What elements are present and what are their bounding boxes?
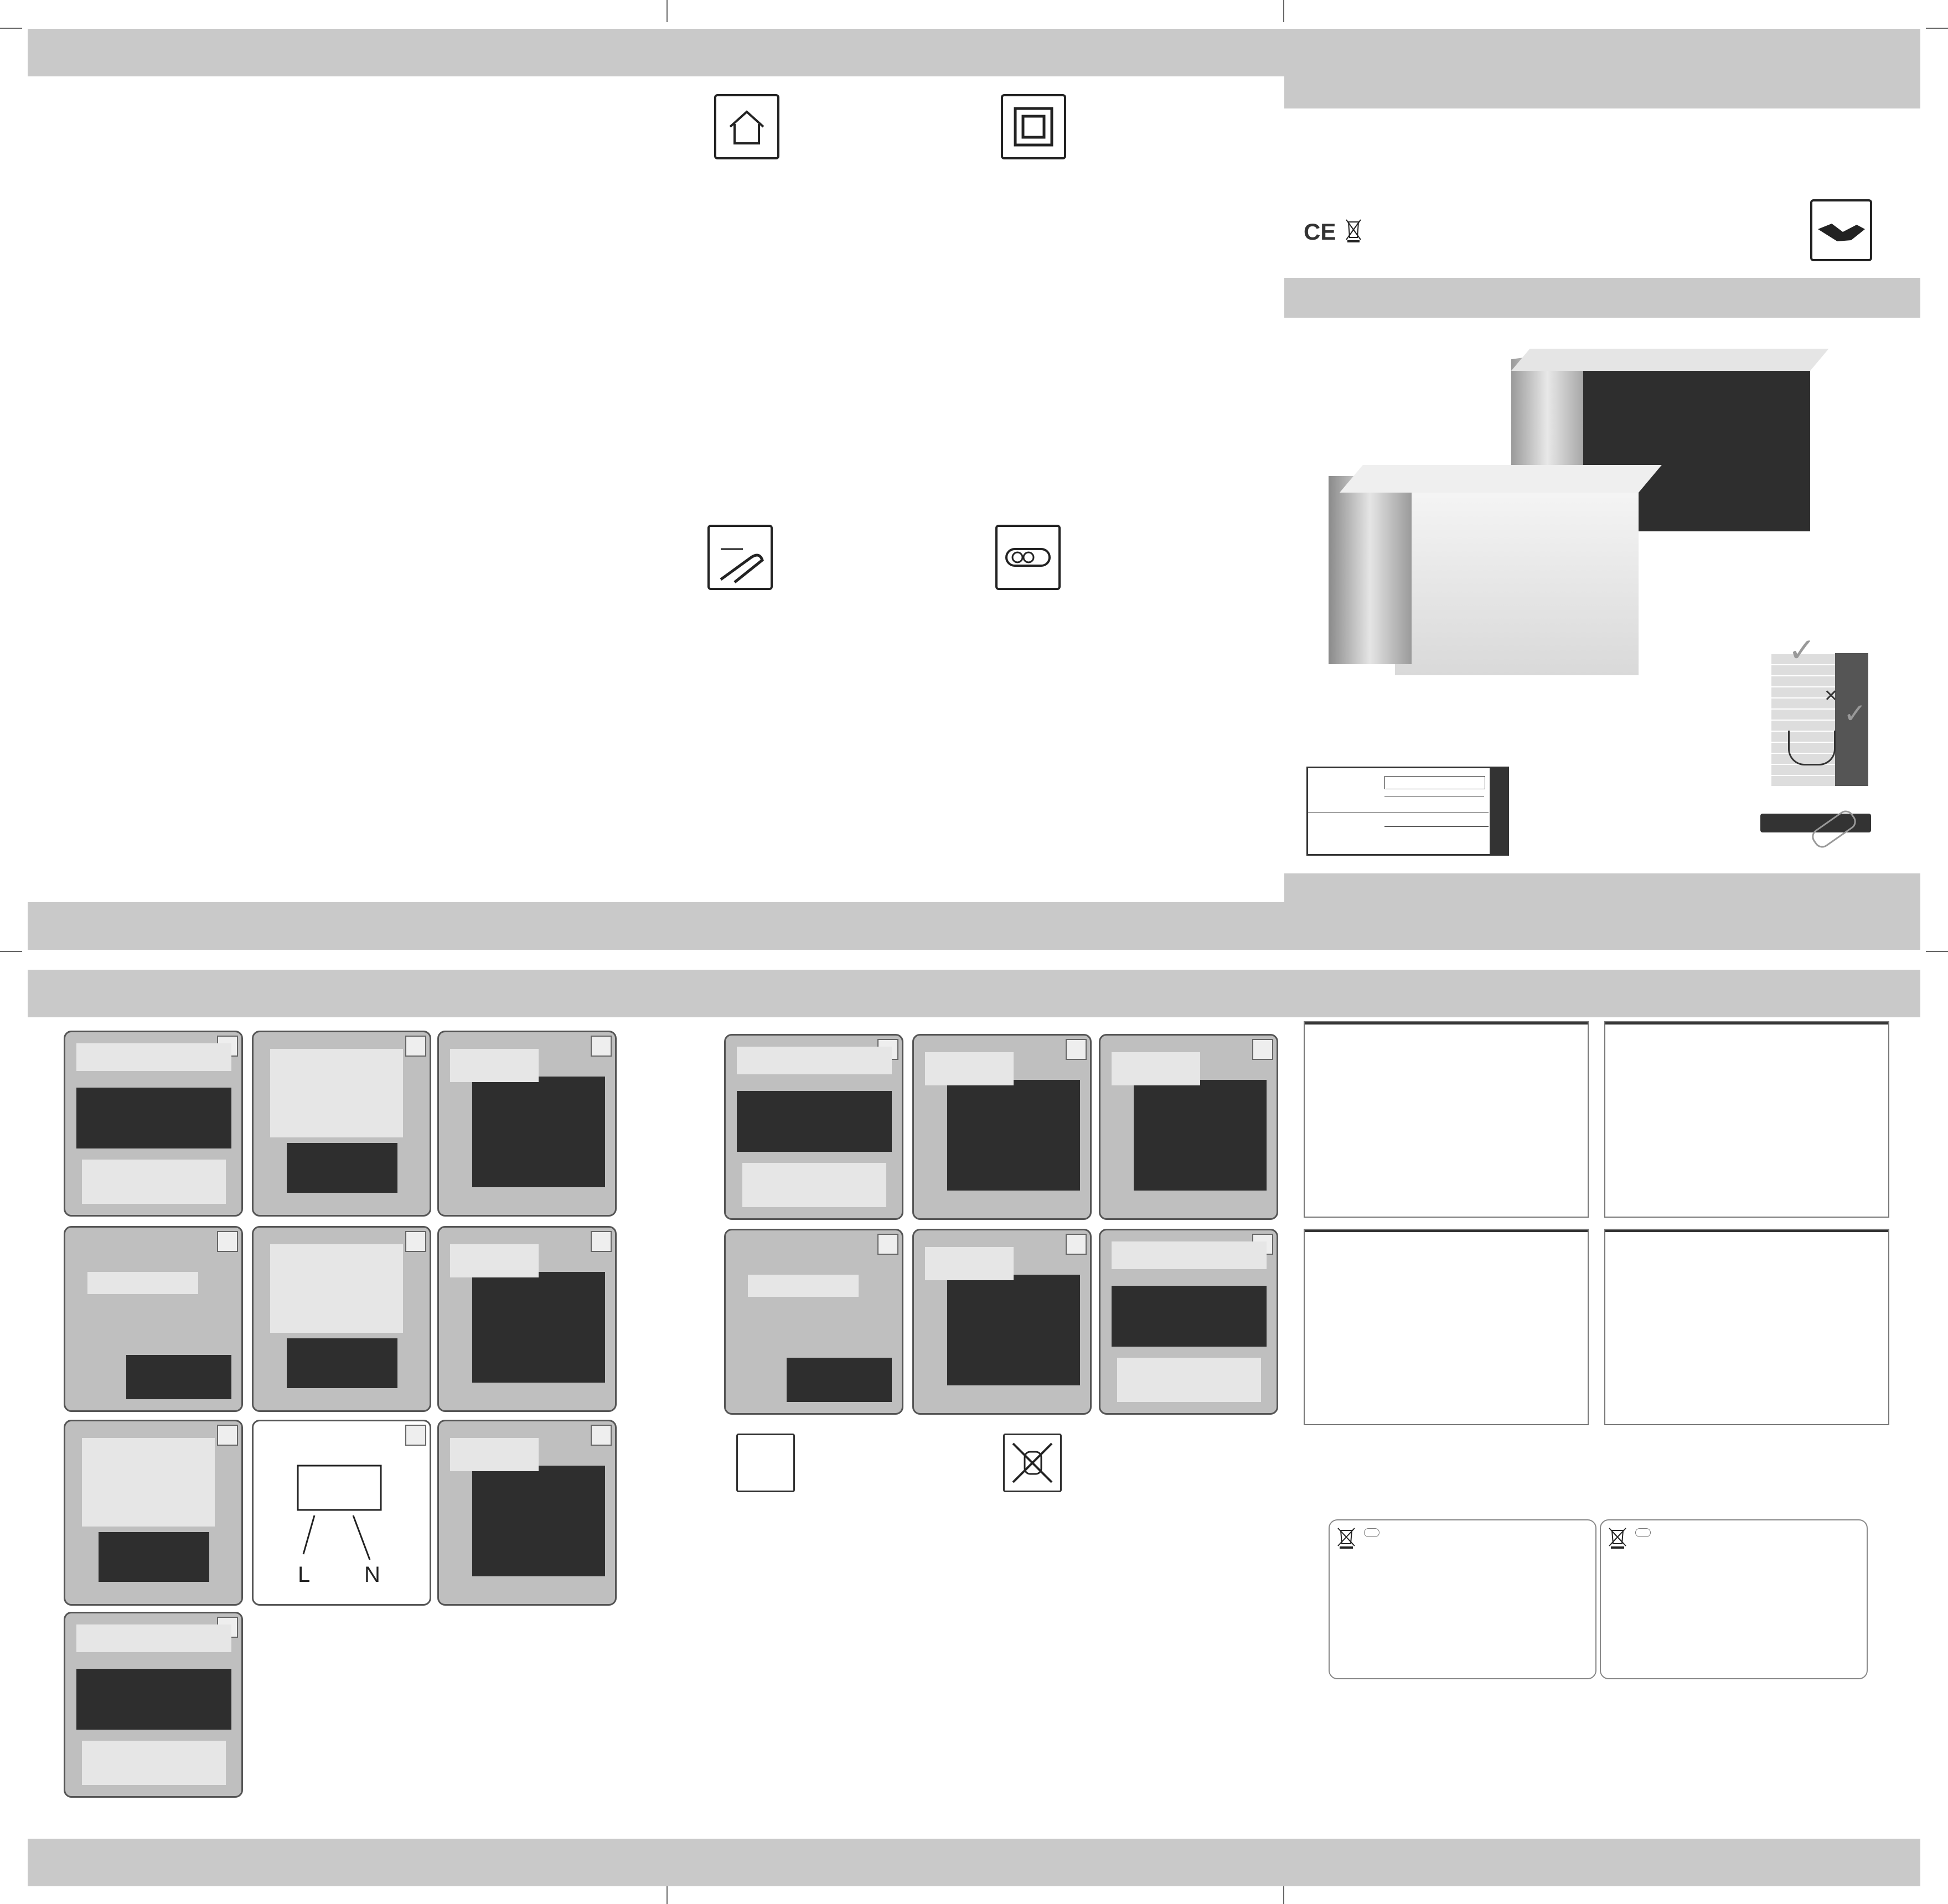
lang-badge xyxy=(1635,1528,1651,1537)
step-photo-terminal-diagram xyxy=(252,1420,431,1606)
handshake-icon xyxy=(1810,199,1872,261)
step-number-box xyxy=(217,1231,238,1252)
weee-icon xyxy=(1345,219,1362,241)
safety-box-nl xyxy=(1604,1021,1889,1218)
weee-box-nl xyxy=(1600,1519,1868,1679)
step-number-box xyxy=(1066,1039,1087,1060)
safety-box-gb xyxy=(1304,1021,1589,1218)
cover-side-band-2 xyxy=(1284,278,1920,318)
mid-band-upper xyxy=(28,902,1920,950)
weee-box-gb xyxy=(1329,1519,1596,1679)
step-photo-drill xyxy=(437,1031,617,1217)
weee-icon xyxy=(1608,1527,1627,1549)
step-number-box xyxy=(877,1234,898,1255)
svg-text:N: N xyxy=(364,1562,380,1587)
bottom-band xyxy=(28,1839,1920,1886)
step-photo-breaker-on-b xyxy=(1099,1229,1278,1415)
top-band xyxy=(28,29,1920,76)
step-photo-remove-bulb xyxy=(724,1229,903,1415)
step-photo-breaker-off-b xyxy=(724,1034,903,1220)
step-number-box xyxy=(405,1231,426,1252)
safety-box-fr xyxy=(1604,1229,1889,1425)
step-photo-breaker-off xyxy=(64,1031,243,1217)
safety-gb-title xyxy=(1305,1022,1588,1025)
cable-icon xyxy=(995,525,1061,590)
step-photo-housing-b xyxy=(1099,1034,1278,1220)
step-photo-breaker-on xyxy=(64,1612,243,1798)
bathroom-zone-illustration: ✓ ✓ ✕ xyxy=(1766,631,1877,791)
lang-badge xyxy=(1364,1528,1379,1537)
safety-nl-title xyxy=(1605,1022,1888,1025)
step-number-box xyxy=(1252,1039,1273,1060)
step-photo-connector xyxy=(64,1420,243,1606)
blank-icon xyxy=(736,1434,795,1492)
crop-mark xyxy=(1283,0,1284,22)
double-insulation-icon xyxy=(1001,94,1066,159)
safety-de-title xyxy=(1305,1230,1588,1232)
step-photo-open-housing xyxy=(252,1031,431,1217)
strip-wire-icon xyxy=(707,525,773,590)
svg-text:L: L xyxy=(298,1562,311,1587)
step-number-box xyxy=(405,1425,426,1446)
ce-mark-icon: C​E xyxy=(1304,219,1336,245)
customer-service-card xyxy=(1306,767,1509,856)
crop-mark xyxy=(666,0,668,22)
step-photo-pliers xyxy=(252,1226,431,1412)
crop-mark xyxy=(1926,28,1948,29)
no-hand-touch-icon xyxy=(1003,1434,1062,1492)
step-number-box xyxy=(591,1231,612,1252)
safety-box-de xyxy=(1304,1229,1589,1425)
product-white-lamp xyxy=(1329,465,1639,675)
product-photo xyxy=(1329,354,1810,675)
step-photo-mount-housing xyxy=(437,1420,617,1606)
weee-icon xyxy=(1336,1527,1356,1549)
mid-band-lower xyxy=(28,970,1920,1017)
crop-mark xyxy=(0,28,22,29)
step-photo-screwdriver xyxy=(437,1226,617,1412)
step-photo-housing-c xyxy=(912,1229,1092,1415)
step-number-box xyxy=(591,1036,612,1057)
step-number-box xyxy=(405,1036,426,1057)
safety-fr-title xyxy=(1605,1230,1888,1232)
step-number-box xyxy=(591,1425,612,1446)
crop-mark xyxy=(0,951,22,952)
step-number-box xyxy=(217,1425,238,1446)
step-photo-wire-connect xyxy=(64,1226,243,1412)
cover-side-band-3 xyxy=(1284,873,1920,902)
step-photo-insert-bulb xyxy=(912,1034,1092,1220)
crop-mark xyxy=(1926,951,1948,952)
house-icon xyxy=(714,94,779,159)
cover-side-band xyxy=(1284,76,1920,108)
step-number-box xyxy=(1066,1234,1087,1255)
